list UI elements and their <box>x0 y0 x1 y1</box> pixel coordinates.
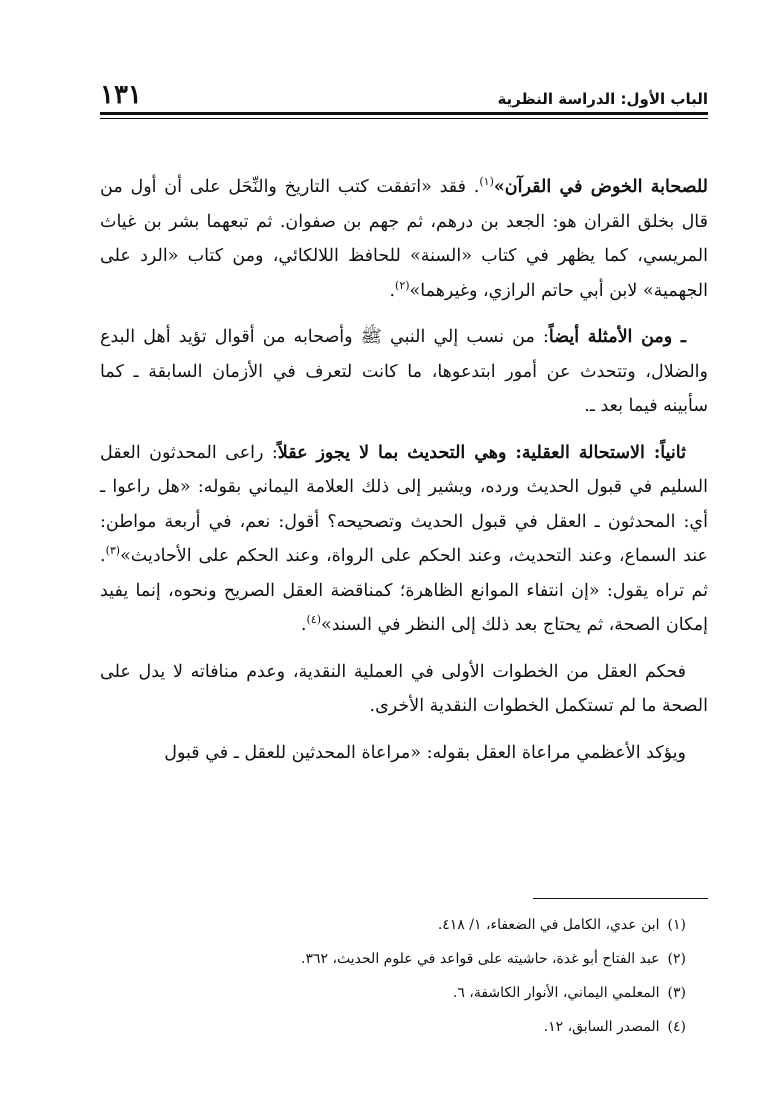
footnote <box>100 1010 708 1044</box>
footnote-ref: (٤) <box>306 613 321 627</box>
paragraph <box>100 736 708 771</box>
footnote <box>100 976 708 1010</box>
bold-text: للصحابة الخوض في القرآن» <box>493 177 708 197</box>
footnote-number: (٤) <box>667 1019 686 1035</box>
text-run: . فقد «اتفقت كتب التاريخ والنِّحَل على أن أول من قال بخلق القران هو: الجعد بن درهم، ثم جهم بن صفوان. ثم تبعهما بشر بن غياث المريسي، كما يظهر في كتاب «السنة» للحافظ اللالكائي، ومن كتاب «الرد على الجهمية» لابن أبي حاتم الرازي، وغيرهما» <box>100 177 708 301</box>
header-rule-thick <box>100 112 708 115</box>
footnote-text: المصدر السابق، ١٢. <box>543 1019 660 1035</box>
text-run: فحكم العقل من الخطوات الأولى في العملية النقدية، وعدم منافاته لا يدل على الصحة ما لم تستكمل الخطوات النقدية الأخرى. <box>100 661 708 716</box>
footnote-text: المعلمي اليماني، الأنوار الكاشفة، ٦. <box>452 985 660 1001</box>
text-run: : راعى المحدثون العقل السليم في قبول الحديث ورده، ويشير إلى ذلك العلامة اليماني بقوله: «هل راعوا ـ أي: المحدثون ـ العقل في قبول الحديث وتصحيحه؟ أقول: نعم، في أربعة مواطن: عند السماع، وعند التحديث، وعند الحكم على الرواة، وعند الحكم على الأحاديث» <box>100 442 708 566</box>
body-text <box>100 170 708 782</box>
footnote-ref: (٣) <box>105 544 121 558</box>
footnote-number: (٣) <box>667 985 686 1001</box>
footnotes <box>100 908 708 1044</box>
paragraph <box>100 436 708 643</box>
running-head: الباب الأول: الدراسة النظرية <box>497 90 708 108</box>
footnote-ref: (١) <box>479 175 494 189</box>
footnote-number: (١) <box>667 917 686 933</box>
text-run: . ثم تراه يقول: «إن انتفاء الموانع الظاهرة؛ كمناقضة العقل الصريح ونحوه، إنما يفيد إمكان الصحة، ثم يحتاج بعد ذلك إلى النظر في السند» <box>100 546 708 635</box>
page-header <box>100 78 708 108</box>
text-run: . <box>300 615 307 635</box>
footnote-ref: (٢) <box>395 278 410 292</box>
paragraph <box>100 320 708 424</box>
header-rule-thin <box>100 118 708 119</box>
page-number: ١٣١ <box>100 80 142 110</box>
text-run: ويؤكد الأعظمي مراعاة العقل بقوله: «مراعاة المحدثين للعقل ـ في قبول <box>164 742 686 763</box>
bold-text: ـ ومن الأمثلة أيضاً <box>548 327 686 347</box>
footnote-number: (٢) <box>667 951 686 967</box>
paragraph <box>100 655 708 724</box>
text-run: . <box>389 280 396 301</box>
footnote-text: ابن عدي، الكامل في الضعفاء، ١/ ٤١٨. <box>437 917 660 933</box>
paragraph <box>100 170 708 308</box>
text-run: : من نسب إلي النبي ﷺ وأصحابه من أقوال تؤيد أهل البدع والضلال، وتتحدث عن أمور ابتدعوها، ما كانت لتعرف في الأزمان السابقة ـ كما سأبينه فيما بعد ـ. <box>100 327 708 416</box>
footnote <box>100 908 708 942</box>
book-page <box>100 0 708 1119</box>
footnote <box>100 942 708 976</box>
footnote-separator <box>533 898 708 899</box>
footnote-text: عبد الفتاح أبو غدة، حاشيته على قواعد في علوم الحديث، ٣٦٢. <box>301 951 660 967</box>
bold-text: ثانياً: الاستحالة العقلية: وهي التحديث بما لا يجوز عقلاً <box>277 442 686 463</box>
